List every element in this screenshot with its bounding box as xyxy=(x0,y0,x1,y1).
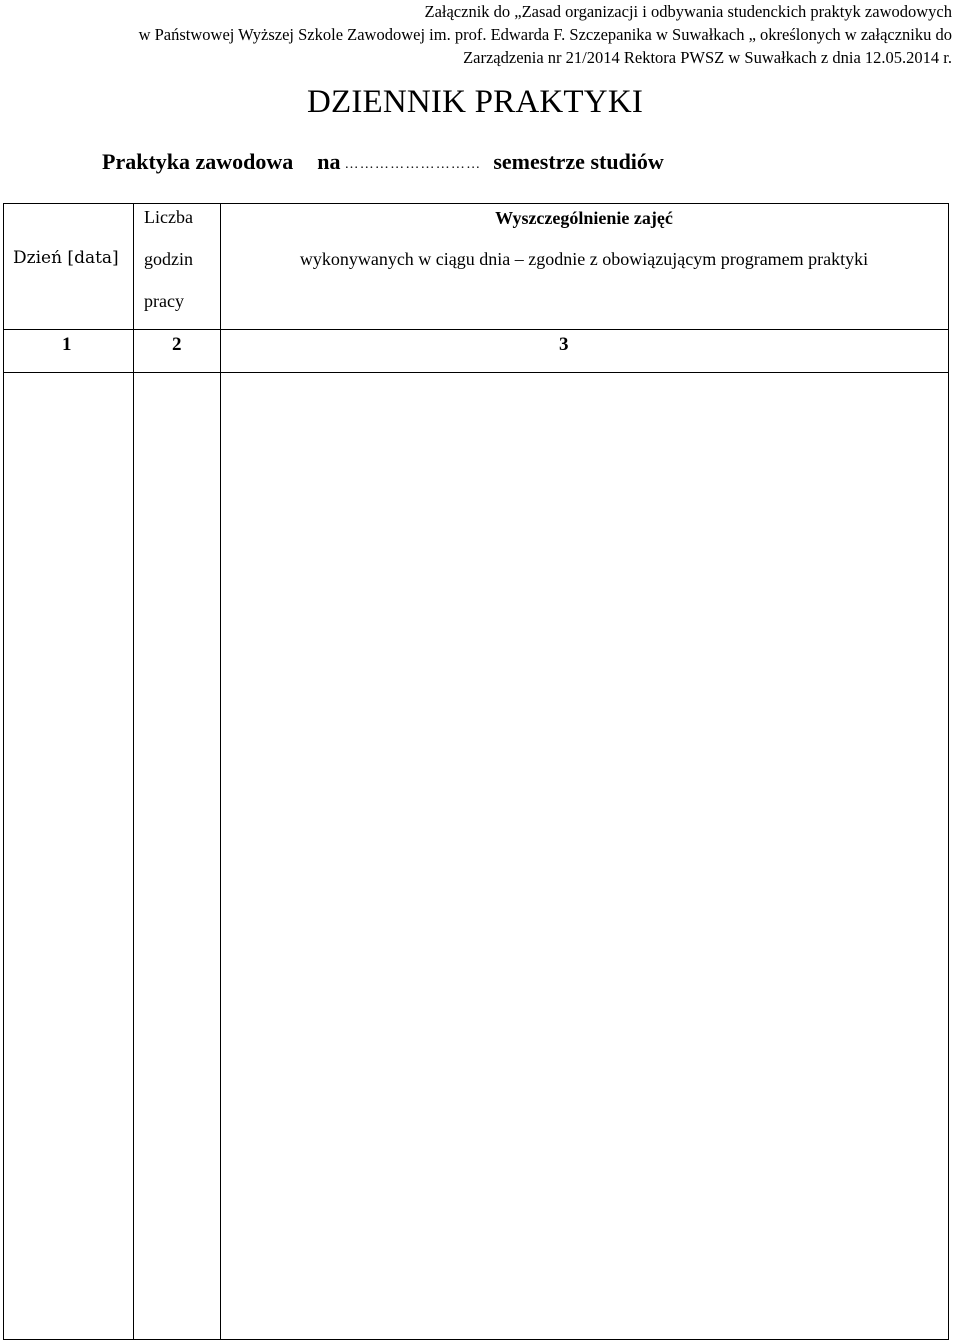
column-number-3: 3 xyxy=(559,334,569,355)
day-date-entry-area[interactable] xyxy=(4,374,133,1339)
activities-header-line-2: wykonywanych w ciągu dnia – zgodnie z obowiązującym programem praktyki xyxy=(299,249,869,269)
column-number-1: 1 xyxy=(62,334,72,355)
header-row-divider xyxy=(4,329,948,330)
semester-label: semestrze studiów xyxy=(493,149,664,174)
practice-log-table xyxy=(3,203,949,1340)
practice-semester-line xyxy=(102,148,664,179)
hours-header-line-2: godzin xyxy=(144,249,193,269)
document-title: DZIENNIK PRAKTYKI xyxy=(306,84,644,120)
column-divider-2 xyxy=(220,204,221,1339)
attachment-note-line-1: Załącznik do „Zasad organizacji i odbywania studenckich praktyk zawodowych xyxy=(424,2,952,21)
column-number-2: 2 xyxy=(172,334,182,355)
semester-fill-in-field[interactable]: ……………………… xyxy=(344,157,482,172)
hours-entry-area[interactable] xyxy=(135,374,220,1339)
hours-header-line-1: Liczba xyxy=(144,207,193,227)
day-date-header: Dzień [data] xyxy=(13,248,119,268)
activities-header-line-1: Wyszczególnienie zajęć xyxy=(495,208,673,228)
column-divider-1 xyxy=(133,204,134,1339)
practice-label: Praktyka zawodowa xyxy=(102,149,294,174)
attachment-note xyxy=(12,0,952,69)
activities-entry-area[interactable] xyxy=(222,374,948,1339)
hours-header-line-3: pracy xyxy=(144,291,184,311)
number-row-divider xyxy=(4,372,948,373)
attachment-note-line-3: Zarządzenia nr 21/2014 Rektora PWSZ w Suwałkach z dnia 12.05.2014 r. xyxy=(463,48,952,67)
on-label: na xyxy=(317,149,341,174)
attachment-note-line-2: w Państwowej Wyższej Szkole Zawodowej im. prof. Edwarda F. Szczepanika w Suwałkach „ określonych w załączniku do xyxy=(138,25,952,44)
